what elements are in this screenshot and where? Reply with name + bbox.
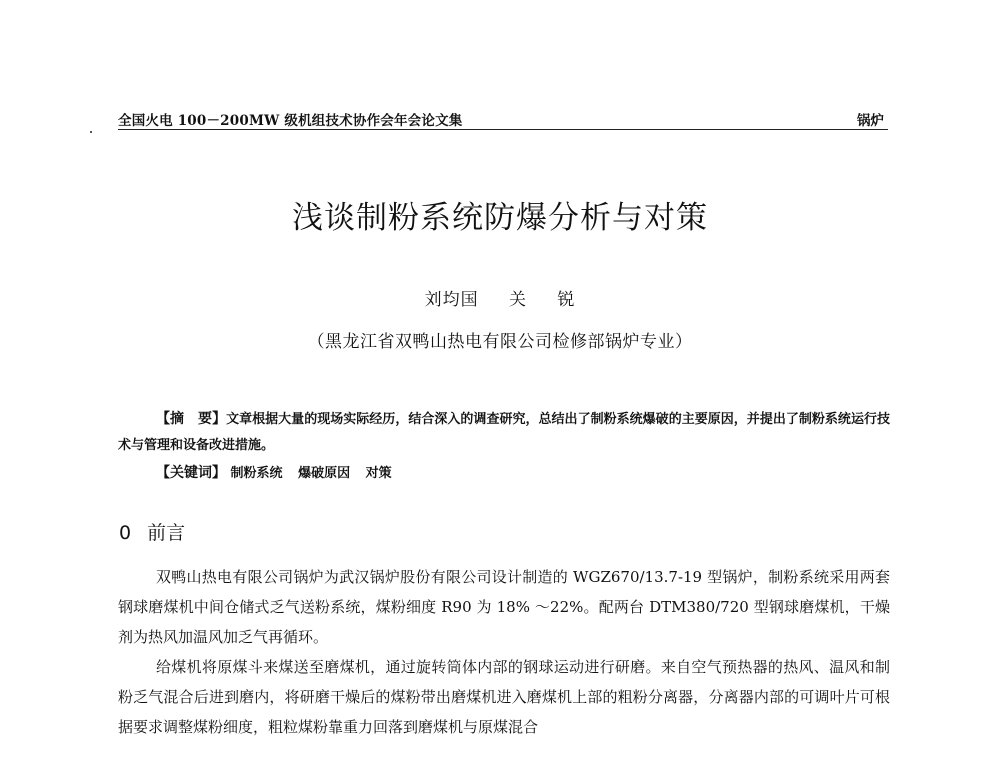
paper-title: 浅谈制粉系统防爆分析与对策 (292, 200, 708, 236)
keywords (156, 462, 403, 482)
section-heading (119, 518, 185, 545)
body-text (118, 562, 890, 742)
paragraph: 双鸭山热电有限公司锅炉为武汉锅炉股份有限公司设计制造的 WGZ670/13.7-19 型锅炉，制粉系统采用两套钢球磨煤机中间仓储式乏气送粉系统，煤粉细度 R90 为 18% ～22%。配两台 DTM380/720 型钢球磨煤机，干燥剂为热风加温风加乏气再循环。 (118, 568, 890, 646)
section-number: 0 (119, 522, 132, 544)
keywords-label: 【关键词】 (156, 465, 226, 481)
author-affiliation: （黑龙江省双鸭山热电有限公司检修部锅炉专业） (307, 332, 693, 352)
header-section-label: 锅炉 (857, 113, 884, 129)
header-proceedings-title: 全国火电 100－200MW 级机组技术协作会年会论文集 (118, 113, 463, 129)
paragraph: 给煤机将原煤斗来煤送至磨煤机，通过旋转筒体内部的钢球运动进行研磨。来自空气预热器的热风、温风和制粉乏气混合后进到磨内，将研磨干燥后的煤粉带出磨煤机进入磨煤机上部的粗粉分离器，分离器内部的可调叶片可根据要求调整煤粉细度，粗粒煤粉靠重力回落到磨煤机与原煤混合 (118, 658, 890, 736)
author-list (0, 285, 1000, 310)
abstract-label: 【摘 要】 (156, 411, 227, 427)
abstract-text: 文章根据大量的现场实际经历，结合深入的调查研究，总结出了制粉系统爆破的主要原因，并提出了制粉系统运行技术与管理和设备改进措施。 (118, 412, 890, 453)
author-name: 刘均国 (424, 290, 479, 310)
keyword: 制粉系统 (230, 466, 283, 481)
author-name: 锐 (557, 290, 576, 310)
scan-speck (90, 131, 92, 133)
abstract (118, 406, 890, 459)
author-name: 关 (509, 290, 527, 310)
section-title-text: 前言 (147, 522, 186, 544)
keyword: 对策 (365, 466, 392, 481)
running-header (118, 107, 888, 130)
keyword: 爆破原因 (298, 466, 351, 481)
